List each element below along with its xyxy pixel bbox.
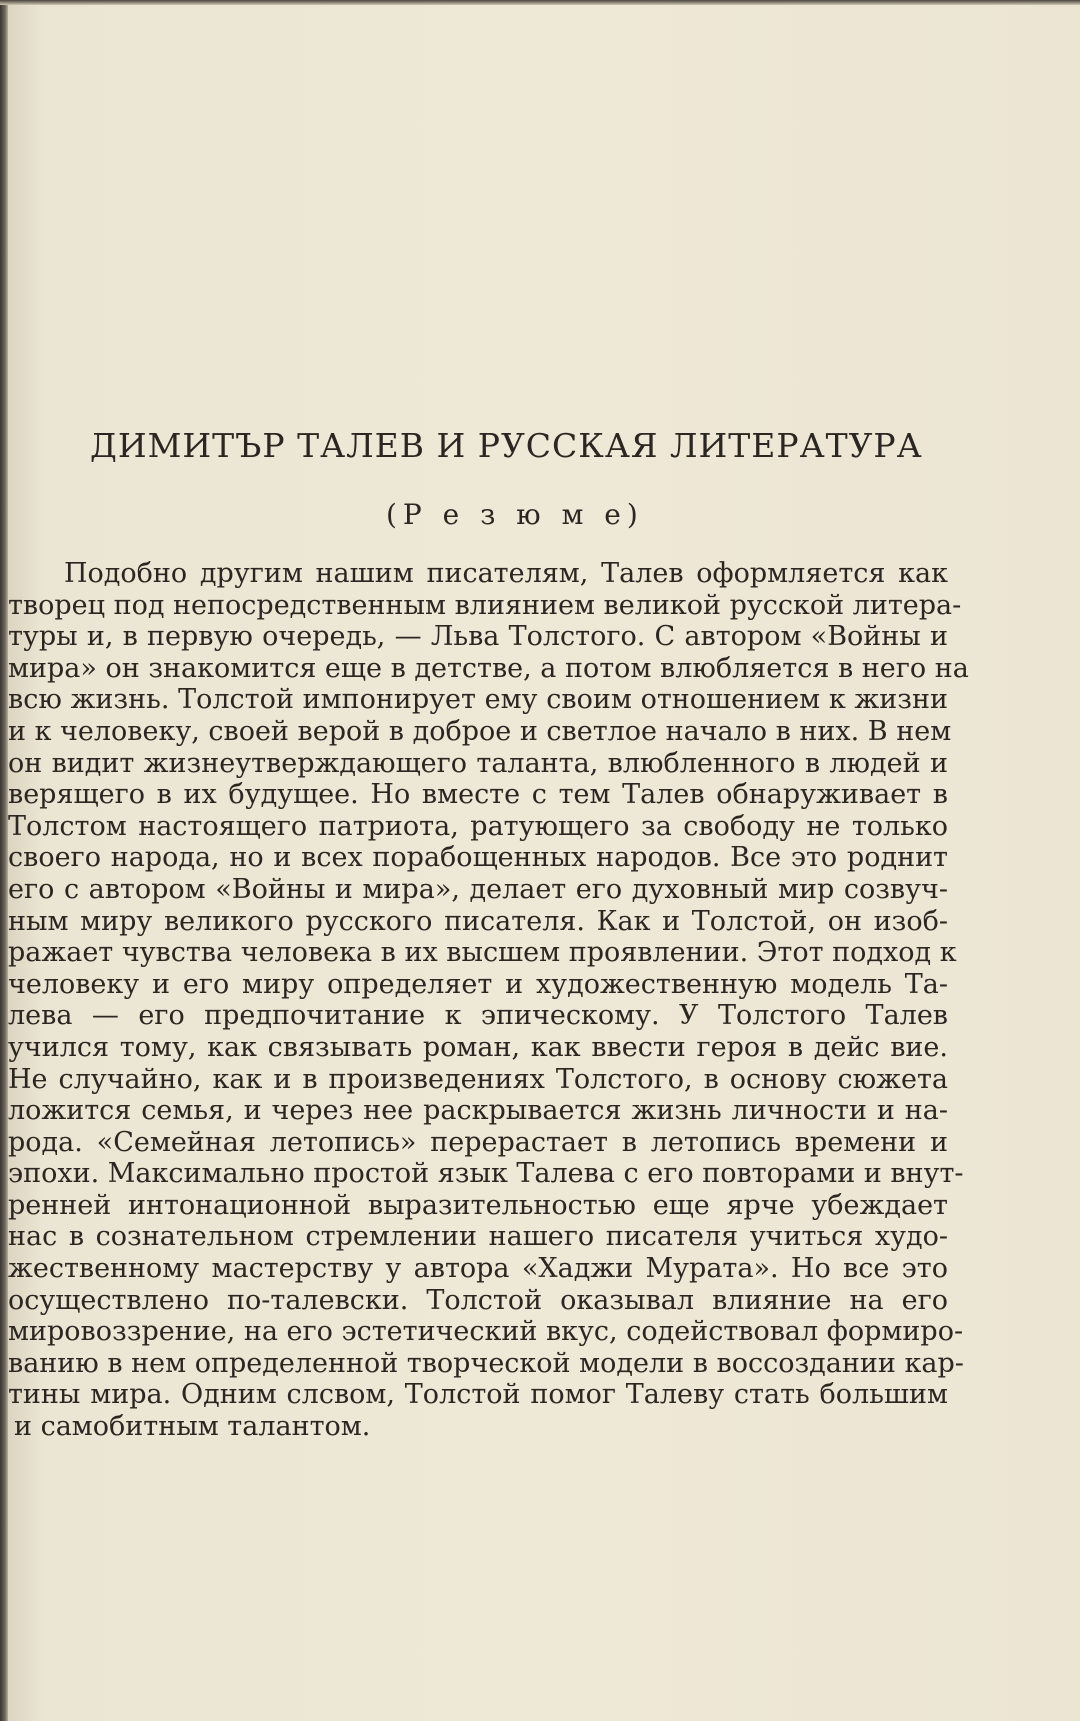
- text-line: он видит жизнеутверждающего таланта, влюбленного в людей и: [8, 747, 948, 779]
- text-line: ренней интонационной выразительностью еще ярче убеждает: [8, 1189, 948, 1221]
- document-subtitle: (Р е з ю м е): [386, 498, 644, 531]
- text-line: Не случайно, как и в произведениях Толстого, в основу сюжета: [8, 1063, 948, 1095]
- text-line: нас в сознательном стремлении нашего писателя учиться худо-: [8, 1221, 948, 1253]
- text-line: ложится семья, и через нее раскрывается жизнь личности и на-: [8, 1095, 948, 1127]
- text-line: лева — его предпочитание к эпическому. У Толстого Талев: [8, 1000, 948, 1032]
- text-line: жественному мастерству у автора «Хаджи Мурата». Но все это: [8, 1253, 948, 1285]
- text-line: своего народа, но и всех порабощенных народов. Все это роднит: [8, 842, 948, 874]
- text-line: верящего в их будущее. Но вместе с тем Талев обнаруживает в: [8, 779, 948, 811]
- text-line: туры и, в первую очередь, — Льва Толстого. С автором «Войны и: [8, 621, 948, 653]
- summary-paragraph: [8, 558, 969, 1443]
- text-line: тины мира. Одним слсвом, Толстой помог Талеву стать большим: [8, 1379, 948, 1411]
- text-line: рода. «Семейная летопись» перерастает в летопись времени и: [8, 1126, 948, 1158]
- text-line: и к человеку, своей верой в доброе и светлое начало в них. В нем: [8, 715, 952, 747]
- page-spine-edge: [0, 0, 8, 1721]
- text-line: ражает чувства человека в их высшем проявлении. Этот подход к: [8, 937, 957, 969]
- text-line: творец под непосредственным влиянием великой русской литера-: [8, 589, 962, 621]
- text-line: Толстом настоящего патриота, ратующего за свободу не только: [8, 810, 948, 842]
- text-line: учился тому, как связывать роман, как ввести героя в дейс вие.: [8, 1031, 948, 1063]
- text-line: осуществлено по-талевски. Толстой оказывал влияние на его: [8, 1284, 948, 1316]
- text-line: и самобитным талантом.: [14, 1411, 371, 1443]
- text-line: ванию в нем определенной творческой модели в воссоздании кар-: [8, 1347, 964, 1379]
- text-line: ным миру великого русского писателя. Как и Толстой, он изоб-: [8, 905, 948, 937]
- text-line: эпохи. Максимально простой язык Талева с его повторами и внут-: [8, 1158, 964, 1190]
- text-line: человеку и его миру определяет и художественную модель Та-: [8, 968, 948, 1000]
- text-line: его с автором «Войны и мира», делает его духовный мир созвуч-: [8, 873, 948, 905]
- page-top-edge: [0, 0, 1080, 5]
- text-line: всю жизнь. Толстой импонирует ему своим отношением к жизни: [8, 684, 948, 716]
- document-title: ДИМИТЪР ТАЛЕВ И РУССКАЯ ЛИТЕРАТУРА: [90, 426, 923, 465]
- text-line: мира» он знакомится еще в детстве, а потом влюбляется в него на: [8, 652, 969, 684]
- text-line: мировоззрение, на его эстетический вкус, содействовал формиро-: [8, 1316, 964, 1348]
- text-line: Подобно другим нашим писателям, Талев оформляется как: [64, 558, 948, 589]
